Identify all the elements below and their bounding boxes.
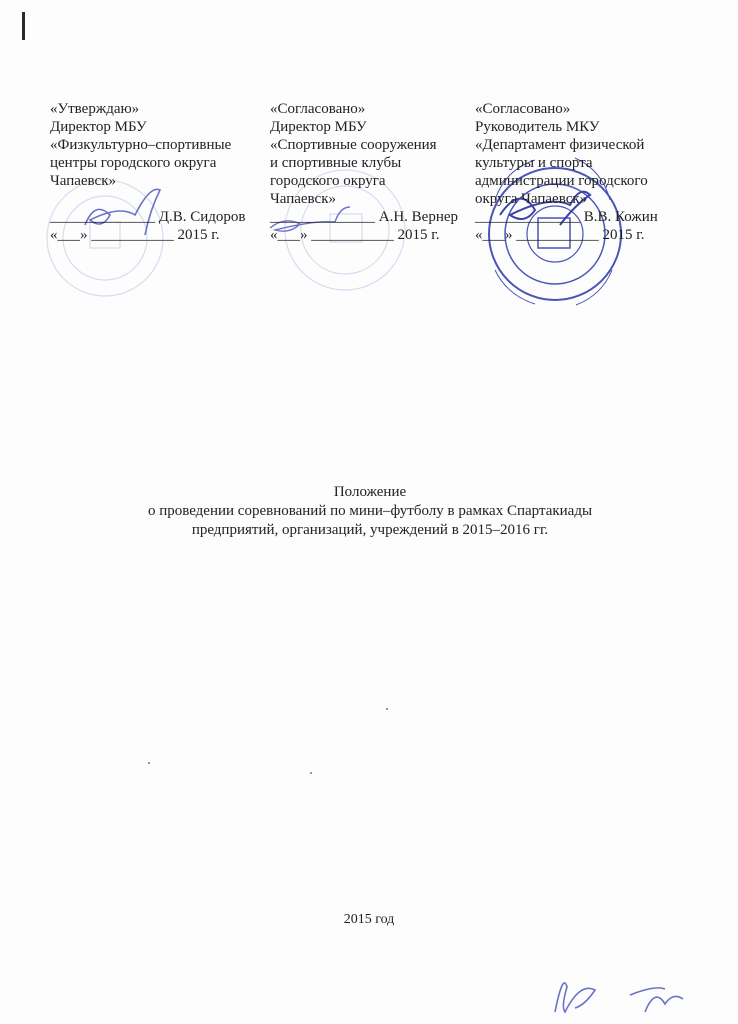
block-line: «Департамент физической xyxy=(475,137,645,153)
signature-bottom-right xyxy=(555,983,683,1012)
document-title xyxy=(100,483,640,540)
block-line: «Утверждаю» xyxy=(50,101,140,117)
block-line: Директор МБУ xyxy=(50,119,147,135)
signature-line: ______________ Д.В. Сидоров xyxy=(50,209,246,225)
scan-speck xyxy=(386,708,388,710)
approval-block-director-mbu-fsc xyxy=(50,100,250,244)
scan-speck xyxy=(310,772,312,774)
block-line: «Согласовано» xyxy=(270,101,366,117)
block-line: Чапаевск» xyxy=(270,191,336,207)
title-line: предприятий, организаций, учреждений в 2015–2016 гг. xyxy=(191,522,549,538)
block-line: администрации городского xyxy=(475,173,648,189)
block-line: «Спортивные сооружения xyxy=(270,137,437,153)
scan-speck xyxy=(148,762,150,764)
block-line: округа Чапаевск» xyxy=(475,191,588,207)
date-line: «___» ___________ 2015 г. xyxy=(475,227,645,243)
year-footer: 2015 год xyxy=(343,912,395,927)
date-line: «___» ___________ 2015 г. xyxy=(270,227,440,243)
title-heading: Положение xyxy=(333,484,407,500)
block-line: «Согласовано» xyxy=(475,101,571,117)
date-line: «___» ___________ 2015 г. xyxy=(50,227,220,243)
block-line: «Физкультурно–спортивные xyxy=(50,137,232,153)
block-line: Руководитель МКУ xyxy=(475,119,600,135)
block-line: Директор МБУ xyxy=(270,119,367,135)
block-line: Чапаевск» xyxy=(50,173,116,189)
approval-block-head-mku xyxy=(475,100,685,244)
signature-line: ______________ А.Н. Вернер xyxy=(270,209,459,225)
signature-line: ______________ В.В. Кожин xyxy=(475,209,658,225)
title-line: о проведении соревнований по мини–футболу в рамках Спартакиады xyxy=(147,503,593,519)
scan-edge-mark xyxy=(22,12,25,40)
block-line: и спортивные клубы xyxy=(270,155,402,171)
block-line: городского округа xyxy=(270,173,386,189)
approval-block-director-mbu-ssk xyxy=(270,100,475,244)
block-line: центры городского округа xyxy=(50,155,217,171)
block-line: культуры и спорта xyxy=(475,155,593,171)
